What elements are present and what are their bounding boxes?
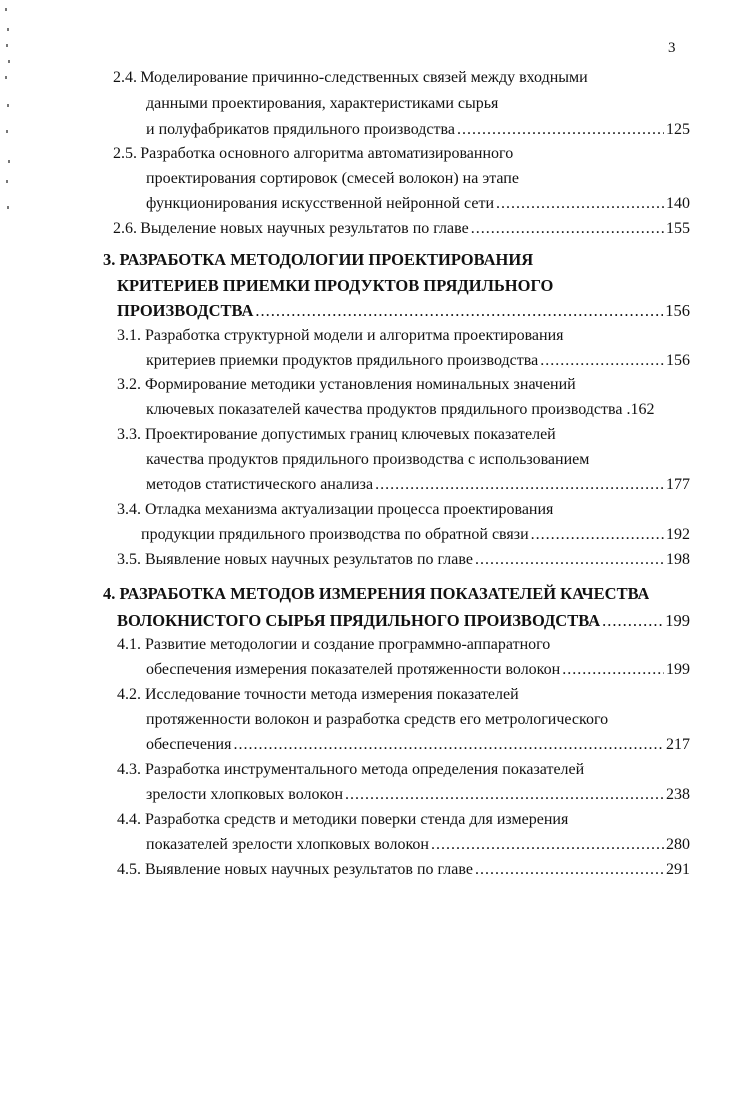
toc-chapter-3-line3: ПРОИЗВОДСТВА (117, 301, 254, 320)
toc-entry-3-4-page: 192 (666, 526, 690, 543)
toc-entry-3-1-line2: критериев приемки продуктов прядильного производства (146, 352, 539, 369)
toc-entry-3-5 (117, 548, 690, 572)
toc-entry-4-1-line1: 4.1. Развитие методологии и создание программно-аппаратного (117, 636, 551, 653)
toc-entry-4-4-leader (146, 833, 690, 857)
toc-entry-3-4-leader (141, 523, 690, 547)
toc-entry-4-3-line1: 4.3. Разработка инструментального метода определения показателей (117, 761, 585, 778)
toc-entry-4-5 (117, 858, 690, 882)
toc-entry-2-4-page: 125 (666, 121, 690, 138)
toc-chapter-4-line2: ВОЛОКНИСТОГО СЫРЬЯ ПРЯДИЛЬНОГО ПРОИЗВОДСТВА (117, 611, 601, 630)
toc-entry-3-4-line2: продукции прядильного производства по обратной связи (141, 526, 529, 543)
toc-entry-4-4-line1: 4.4. Разработка средств и методики поверки стенда для измерения (117, 811, 569, 828)
margin-scan-marks (4, 0, 14, 220)
toc-entry-4-3-leader (146, 783, 690, 807)
toc-entry-2-5-line2: проектирования сортировок (смесей волокон) на этапе (146, 170, 519, 187)
toc-entry-3-3-line3: методов статистического анализа (146, 476, 374, 493)
dot-leader (233, 733, 664, 757)
dot-leader (475, 548, 664, 572)
dot-leader (431, 833, 664, 857)
toc-entry-4-1-leader (146, 658, 690, 682)
dot-leader (471, 217, 664, 241)
toc-entry-4-1-page: 199 (666, 661, 690, 678)
toc-entry-3-2-leader (146, 398, 690, 422)
toc-entry-3-3-page: 177 (666, 476, 690, 493)
dot-leader (562, 658, 664, 682)
toc-chapter-3-page: 156 (665, 301, 690, 320)
toc-entry-4-5-page: 291 (666, 861, 690, 878)
dot-leader (457, 118, 664, 142)
toc-chapter-4-line1: 4. РАЗРАБОТКА МЕТОДОВ ИЗМЕРЕНИЯ ПОКАЗАТЕЛЕЙ КАЧЕСТВА (103, 584, 650, 603)
toc-entry-3-3-line2: качества продуктов прядильного производства с использованием (146, 451, 590, 468)
toc-entry-4-4-line2: показателей зрелости хлопковых волокон (146, 836, 429, 853)
toc-entry-2-5-leader (146, 192, 690, 216)
toc-entry-2-5-page: 140 (666, 195, 690, 212)
toc-entry-4-2-line2: протяженности волокон и разработка средств его метрологического (146, 711, 609, 728)
toc-entry-2-5-line3: функционирования искусственной нейронной сети (146, 195, 495, 212)
toc-entry-3-2-line2: ключевых показателей качества продуктов прядильного производства . (146, 401, 631, 418)
toc-entry-2-6 (113, 217, 690, 241)
toc-entry-3-1-line1: 3.1. Разработка структурной модели и алгоритма проектирования (117, 327, 564, 344)
toc-entry-4-5-line1: 4.5. Выявление новых научных результатов по главе (117, 861, 473, 878)
page-number: 3 (668, 40, 676, 56)
toc-entry-2-4-line2: данными проектирования, характеристиками сырья (146, 95, 499, 112)
toc-entry-4-1-line2: обеспечения измерения показателей протяженности волокон (146, 661, 561, 678)
toc-entry-4-3-line2: зрелости хлопковых волокон (146, 786, 344, 803)
toc-entry-3-1-leader (146, 349, 690, 373)
dot-leader (475, 858, 664, 882)
toc-entry-3-2-page: 162 (630, 401, 655, 418)
toc-entry-4-3-page: 238 (666, 786, 690, 803)
dot-leader (602, 607, 663, 635)
toc-entry-2-6-line1: 2.6. Выделение новых научных результатов по главе (113, 220, 469, 237)
dot-leader (345, 783, 664, 807)
toc-entry-2-6-page: 155 (666, 220, 690, 237)
dot-leader (496, 192, 664, 216)
toc-entry-3-2-line1: 3.2. Формирование методики установления номинальных значений (117, 376, 576, 393)
toc-entry-2-5-line1: 2.5. Разработка основного алгоритма автоматизированного (113, 145, 514, 162)
toc-entry-2-4-line1: 2.4. Моделирование причинно-следственных связей между входными (113, 69, 588, 86)
toc-entry-4-2-leader (146, 733, 690, 757)
toc-chapter-4-leader (117, 607, 690, 635)
toc-entry-3-5-page: 198 (666, 551, 690, 568)
dot-leader (531, 523, 664, 547)
toc-entry-4-2-line1: 4.2. Исследование точности метода измерения показателей (117, 686, 519, 703)
dot-leader (375, 473, 664, 497)
toc-chapter-3-leader (117, 297, 690, 325)
toc-entry-3-5-line1: 3.5. Выявление новых научных результатов по главе (117, 551, 473, 568)
toc-entry-4-4-page: 280 (666, 836, 690, 853)
toc-entry-3-1-page: 156 (666, 352, 690, 369)
toc-entry-4-2-line3: обеспечения (146, 736, 232, 753)
toc-entry-3-3-line1: 3.3. Проектирование допустимых границ ключевых показателей (117, 426, 556, 443)
toc-chapter-4-page: 199 (665, 611, 690, 630)
toc-entry-4-2-page: 217 (666, 736, 690, 753)
toc-entry-3-4-line1: 3.4. Отладка механизма актуализации процесса проектирования (117, 501, 554, 518)
toc-entry-3-3-leader (146, 473, 690, 497)
toc-chapter-3-line1: 3. РАЗРАБОТКА МЕТОДОЛОГИИ ПРОЕКТИРОВАНИЯ (103, 250, 534, 269)
toc-entry-2-4-line3: и полуфабрикатов прядильного производства (146, 121, 455, 138)
dot-leader (540, 349, 664, 373)
toc-entry-2-4-leader (146, 118, 690, 142)
dot-leader (255, 297, 663, 325)
toc-chapter-3-line2: КРИТЕРИЕВ ПРИЕМКИ ПРОДУКТОВ ПРЯДИЛЬНОГО (117, 276, 554, 295)
